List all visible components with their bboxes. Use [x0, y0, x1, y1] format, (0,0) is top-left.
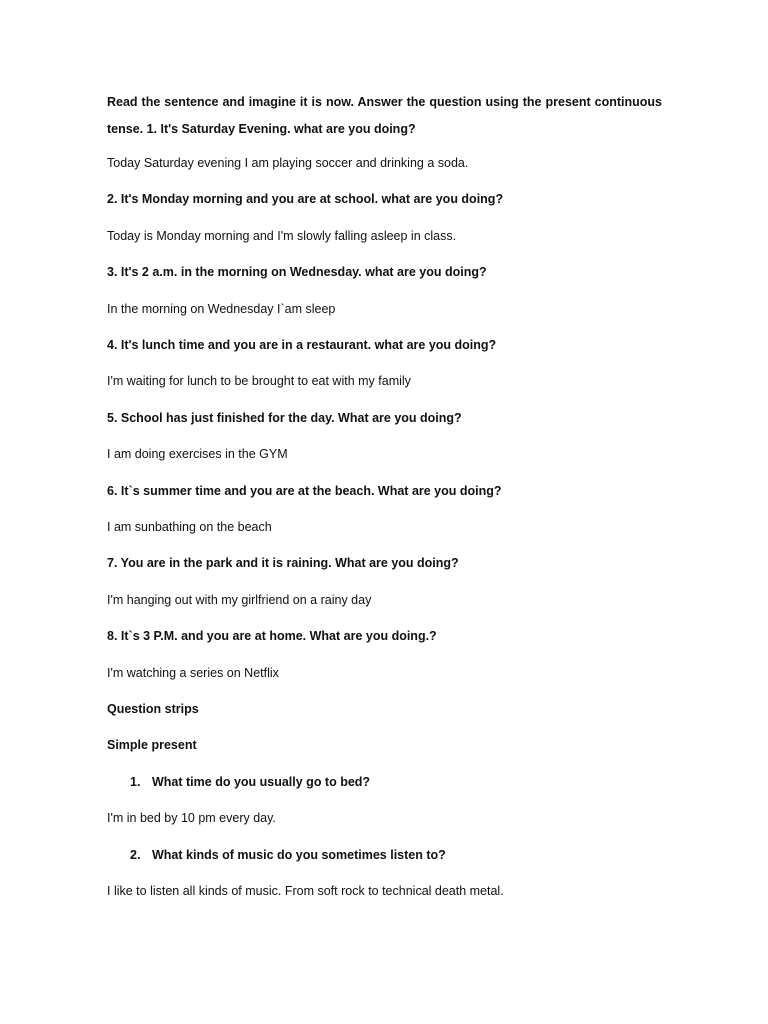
section-subtitle: Simple present — [107, 738, 197, 752]
answer-6: I am sunbathing on the beach — [107, 520, 272, 534]
simple-present-question-1: What time do you usually go to bed? — [152, 775, 371, 789]
intro-line-2: tense. 1. It's Saturday Evening. what are you doing? — [107, 122, 416, 136]
question-2: 2. It's Monday morning and you are at school. what are you doing? — [107, 192, 504, 206]
question-7: 7. You are in the park and it is raining. What are you doing? — [107, 556, 459, 570]
question-5: 5. School has just finished for the day. What are you doing? — [107, 411, 462, 425]
section-title: Question strips — [107, 702, 199, 716]
answer-5: I am doing exercises in the GYM — [107, 447, 288, 461]
intro-line-1: Read the sentence and imagine it is now. Answer the question using the present continuous — [107, 95, 662, 109]
simple-present-answer-2: I like to listen all kinds of music. From soft rock to technical death metal. — [107, 884, 504, 898]
simple-present-answer-1: I'm in bed by 10 pm every day. — [107, 811, 276, 825]
list-number-1: 1. — [130, 775, 141, 789]
answer-1: Today Saturday evening I am playing soccer and drinking a soda. — [107, 156, 469, 170]
question-8: 8. It`s 3 P.M. and you are at home. What are you doing.? — [107, 629, 437, 643]
answer-8: I'm watching a series on Netflix — [107, 666, 279, 680]
answer-3: In the morning on Wednesday I`am sleep — [107, 302, 336, 316]
simple-present-question-2: What kinds of music do you sometimes listen to? — [152, 848, 446, 862]
answer-4: I'm waiting for lunch to be brought to eat with my family — [107, 374, 411, 388]
list-number-2: 2. — [130, 848, 141, 862]
answer-7: I'm hanging out with my girlfriend on a rainy day — [107, 593, 372, 607]
question-6: 6. It`s summer time and you are at the beach. What are you doing? — [107, 484, 502, 498]
question-4: 4. It's lunch time and you are in a restaurant. what are you doing? — [107, 338, 497, 352]
answer-2: Today is Monday morning and I'm slowly falling asleep in class. — [107, 229, 457, 243]
question-3: 3. It's 2 a.m. in the morning on Wednesday. what are you doing? — [107, 265, 487, 279]
